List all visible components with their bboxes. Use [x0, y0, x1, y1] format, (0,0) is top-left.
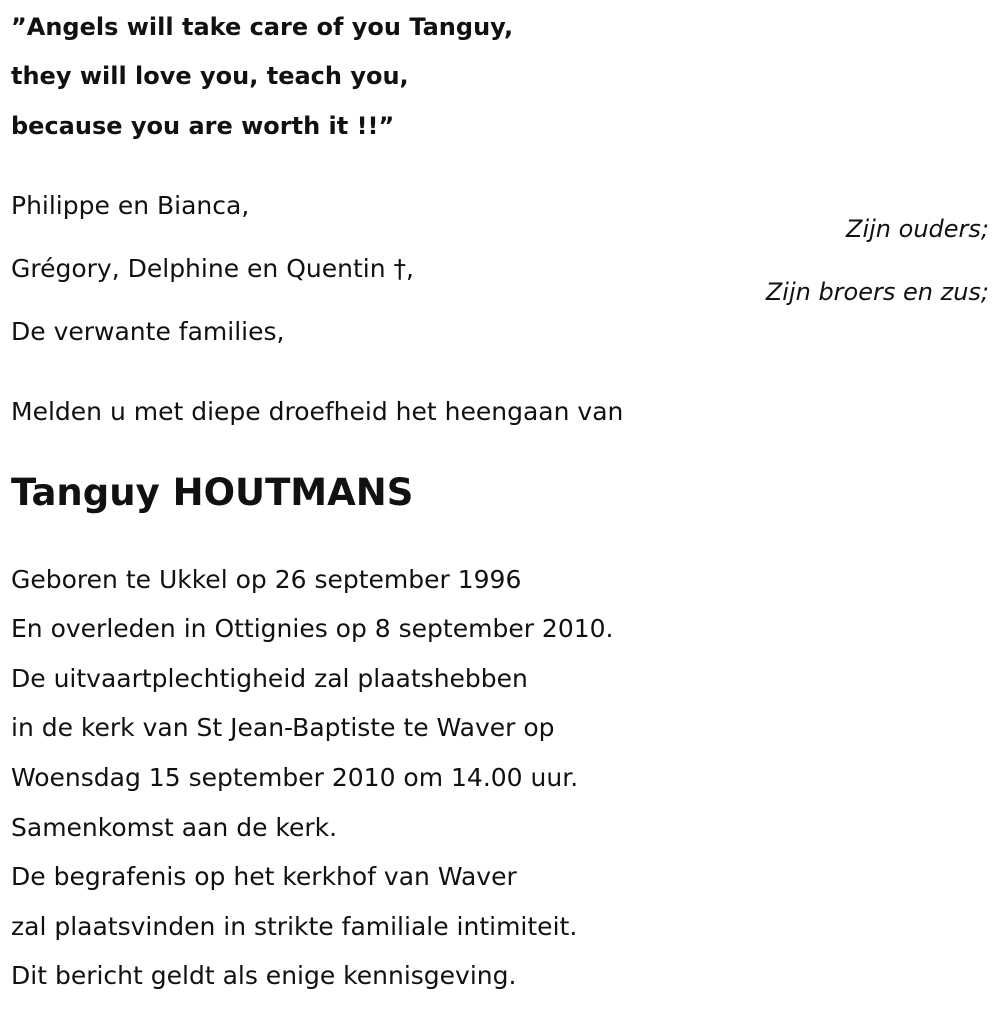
- announcement-text: Melden u met diepe droefheid het heengaan van: [11, 397, 624, 426]
- role-siblings: Zijn broers en zus;: [765, 278, 989, 306]
- quote-line-3: because you are worth it !!”: [11, 112, 395, 140]
- detail-line: in de kerk van St Jean-Baptiste te Waver op: [11, 713, 555, 742]
- detail-line: De begrafenis op het kerkhof van Waver: [11, 862, 517, 891]
- detail-line: Woensdag 15 september 2010 om 14.00 uur.: [11, 763, 579, 792]
- family-siblings: Grégory, Delphine en Quentin †,: [11, 254, 414, 283]
- family-relatives: De verwante families,: [11, 317, 285, 346]
- family-parents: Philippe en Bianca,: [11, 191, 250, 220]
- quote-line-1: ”Angels will take care of you Tanguy,: [11, 13, 514, 41]
- detail-line: Dit bericht geldt als enige kennisgeving.: [11, 961, 517, 990]
- detail-line: De uitvaartplechtigheid zal plaatshebben: [11, 664, 528, 693]
- detail-line: En overleden in Ottignies op 8 september 2010.: [11, 614, 614, 643]
- detail-line: zal plaatsvinden in strikte familiale intimiteit.: [11, 912, 578, 941]
- detail-line: Samenkomst aan de kerk.: [11, 813, 338, 842]
- role-parents: Zijn ouders;: [846, 215, 989, 243]
- detail-line: Geboren te Ukkel op 26 september 1996: [11, 565, 522, 594]
- quote-line-2: they will love you, teach you,: [11, 62, 409, 90]
- deceased-name: Tanguy HOUTMANS: [11, 471, 414, 514]
